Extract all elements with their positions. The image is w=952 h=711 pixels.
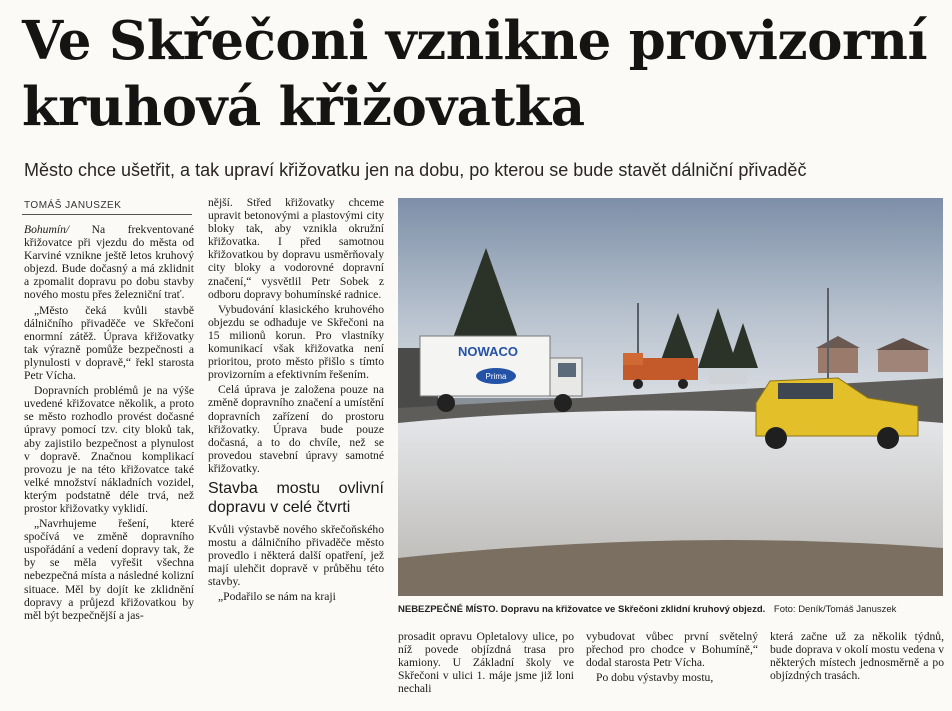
paragraph: „Navrhujeme řešení, které spočívá ve změně dopravního uspořádání a vedení dopravy tak, že by se měla vyřešit všechna nebezpečná místa a následné kolizní situace. Měl by dojít ke zklidnění dopravy a průjezd křižovatkou by měl být bezpečnější a jas- <box>24 517 194 622</box>
caption-title: NEBEZPEČNÉ MÍSTO. <box>398 604 499 615</box>
article-column-1 <box>24 223 194 708</box>
paragraph: prosadit opravu Opletalovy ulice, po níž povede objízdná trasa pro kamiony. U Základní školy ve Skřečoni v ulici 1. máje jsme již loni nechali <box>398 630 574 696</box>
caption-text: Dopravu na křižovatce ve Skřečoni zklidní kruhový objezd. <box>500 604 766 615</box>
paragraph: Kvůli výstavbě nového skřečoňského mostu a dálničního přivaděče město provedlo i některá další opatření, jež mají ulehčit dopravě v průběhu této stavby. <box>208 522 384 589</box>
paragraph: „Město čeká kvůli stavbě dálničního přivaděče ve Skřečoni enormní zátěž. Úprava křižovatky tak výrazně pomůže bezpečnosti a plynulosti v dopravě,“ řekl starosta Petr Vícha. <box>24 303 194 383</box>
paragraph: nější. Střed křižovatky chceme upravit betonovými a plastovými city bloky tak, aby vznikla okružní křižovatka. I před samotnou křižovatkou by dopravu usměrňovaly city bloky a vodorovné dopravní značení,“ vysvětlil Petr Sobek z odboru dopravy bohumínské radnice. <box>208 196 384 301</box>
white-car <box>708 370 748 384</box>
article-column-3 <box>398 630 574 710</box>
paragraph: „Podařilo se nám na kraji <box>218 590 336 604</box>
truck-brand: Prima <box>485 372 507 381</box>
byline-rule <box>22 214 192 215</box>
news-photo <box>398 198 943 596</box>
article-column-4 <box>586 630 758 710</box>
paragraph <box>24 223 194 302</box>
photo-caption <box>398 604 943 615</box>
article-column-5 <box>770 630 944 710</box>
section-title: Stavba mostu ovlivní dopravu v celé čtvrti <box>208 479 384 516</box>
paragraph: která začne už za několik týdnů, bude doprava v okolí mostu vedena v některých místech jednosměrně a po objízdných trasách. <box>770 630 944 683</box>
photo-credit: Foto: Deník/Tomáš Januszek <box>773 604 897 615</box>
paragraph: Celá úprava je založena pouze na změně dopravního značení a umístění dopravních zařízení do prostoru křižovatky. Úprava bude pouze dočasná, a to do chvíle, než se provedou stavební úpravy samotné křižovatky. <box>208 383 384 475</box>
subheadline: Město chce ušetřit, a tak upraví křižovatku jen na dobu, po kterou se bude stavět dálniční přivaděč <box>24 160 807 180</box>
paragraph-text: Na frekventované křižovatce při vjezdu do města od Karviné vznikne ještě letos kruhový objezd. Bude dočasný a má zklidnit a zpomalit dopravu po dobu stavby nového mostu přes železniční trať. <box>24 223 194 302</box>
article-column-2 <box>208 196 384 708</box>
paragraph: vybudovat vůbec první světelný přechod pro chodce v Bohumíně,“ dodal starosta Petr Vícha. <box>586 630 758 670</box>
truck-lettering: NOWACO <box>458 344 518 359</box>
dateline: Bohumín/ <box>24 223 70 236</box>
paragraph: Po dobu výstavby mostu, <box>596 671 714 685</box>
road-scene-illustration <box>398 198 943 596</box>
paragraph: Dopravních problémů je na výše uvedené křižovatce několik, a proto se město rozhodlo provést dočasné úpravy pomocí tzv. city bloků tak, aby zajistilo bezpečnost a plynulost v dopravě. Značnou komplikací provozu je na této křižovatce také velké množství nákladních vozidel, kterým podstatně déle trvá, než prostor křižovatky vyklidí. <box>24 384 194 515</box>
paragraph: Vybudování klasického kruhového objezdu se odhaduje ve Skřečoni na 15 milionů korun. Pro vlastníky komunikací však křižovatka není prioritou, proto město přišlo s tímto provizorním a efektivním řešením. <box>208 302 384 382</box>
byline: TOMÁŠ JANUSZEK <box>24 200 122 211</box>
headline: Ve Skřečoni vznikne provizorní kruhová křižovatka <box>22 10 928 138</box>
